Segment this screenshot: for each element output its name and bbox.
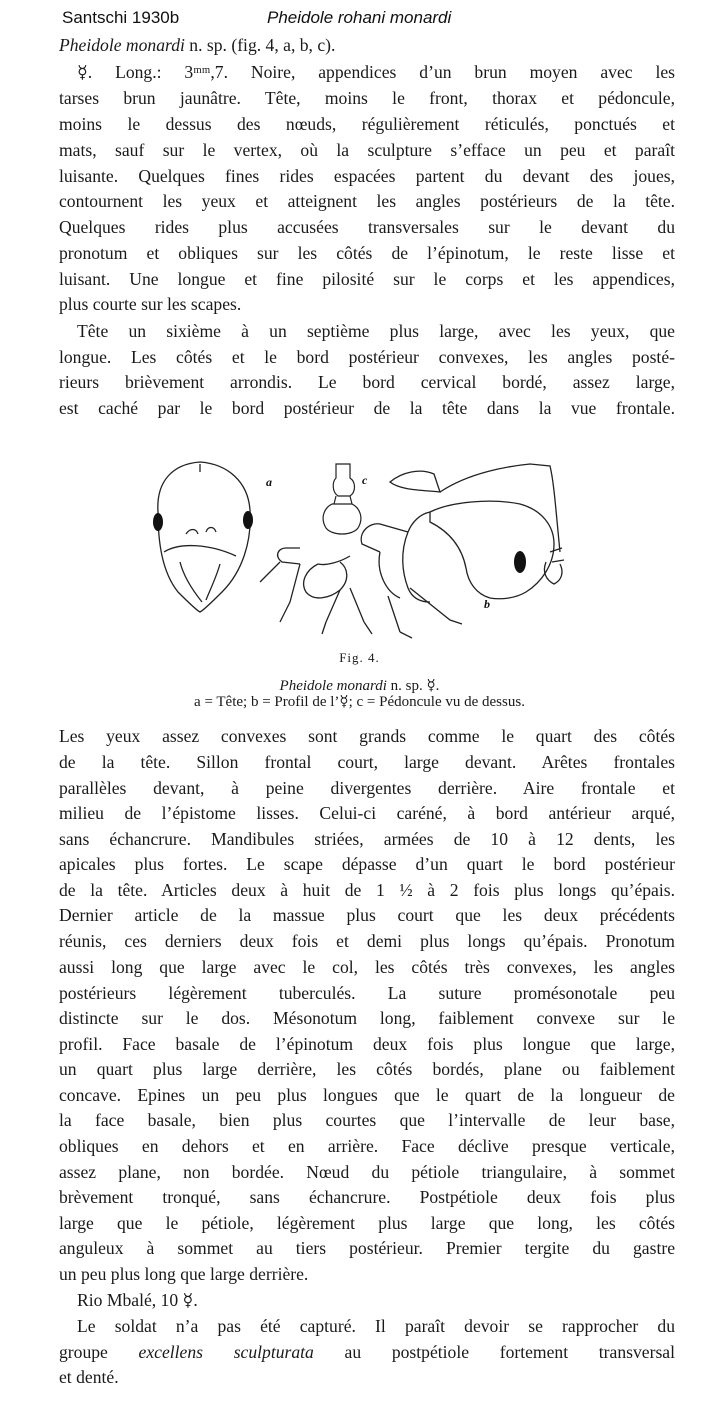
text-line: et denté. bbox=[59, 1367, 119, 1387]
text-line: de la tête. Articles deux à huit de 1 ½ à 2 fois plus longs qu’épais. bbox=[59, 880, 675, 900]
text-line: Dernier article de la massue plus court que les deux précédents bbox=[59, 905, 675, 925]
figure-caption-number: Fig. 4. bbox=[339, 650, 380, 665]
text-line: Quelques rides plus accusées transversales sur le devant du bbox=[59, 217, 675, 237]
text-line: luisant. Une longue et fine pilosité sur le corps et les appendices, bbox=[59, 269, 675, 289]
text-line: distincte sur le dos. Mésonotum long, faiblement convexe sur le bbox=[59, 1008, 675, 1028]
text-fragment: au postpétiole fortement transversal bbox=[313, 1342, 675, 1362]
header-author-year: Santschi 1930b bbox=[62, 8, 180, 27]
species-title-name: Pheidole monardi bbox=[59, 35, 185, 55]
text-line: contournent les yeux et atteignent les angles postérieurs de la tête. bbox=[59, 191, 675, 211]
text-line: ☿. Long.: 3ᵐᵐ,7. Noire, appendices d’un brun moyen avec les bbox=[77, 62, 675, 82]
text-line: rieurs brièvement arrondis. Le bord cervical bordé, assez large, bbox=[59, 372, 675, 392]
figure-label-b: b bbox=[484, 597, 490, 611]
figure-caption-species-name: Pheidole monardi bbox=[279, 678, 387, 694]
figure-caption-species-rest: n. sp. ☿. bbox=[386, 678, 440, 694]
figure-caption-legend: a = Tête; b = Profil de l’☿; c = Pédoncule vu de dessus. bbox=[194, 694, 525, 710]
figure-a-eye-right bbox=[243, 511, 253, 529]
text-line: Les yeux assez convexes sont grands comme le quart des côtés bbox=[59, 726, 675, 746]
text-line: postérieurs légèrement tuberculés. La suture promésonotale peu bbox=[59, 983, 675, 1003]
text-line: mats, sauf sur le vertex, où la sculpture s’efface un peu et paraît bbox=[59, 140, 675, 160]
species-title bbox=[59, 32, 675, 58]
page-header bbox=[62, 8, 662, 30]
text-line: de la tête. Sillon frontal court, large devant. Arêtes frontales bbox=[59, 752, 675, 772]
figure-b-eye bbox=[514, 551, 526, 573]
text-line: pronotum et obliques sur les côtés de l’épinotum, le reste lisse et bbox=[59, 243, 675, 263]
text-line: tarses brun jaunâtre. Tête, moins le front, thorax et pédoncule, bbox=[59, 88, 675, 108]
figure-c-pedicel-dorsal bbox=[323, 464, 361, 534]
figure-b-worker-profile bbox=[260, 464, 564, 638]
figure-label-a: a bbox=[266, 475, 272, 489]
text-line: réunis, ces derniers deux fois et demi plus longs qu’épais. Pronotum bbox=[59, 931, 675, 951]
text-line: la face basale, bien plus courtes que l’intervalle de leur base, bbox=[59, 1110, 675, 1130]
text-fragment: groupe bbox=[59, 1342, 139, 1362]
figure-a-eye-left bbox=[153, 513, 163, 531]
text-line: aussi long que large avec le col, les côtés très convexes, les angles bbox=[59, 957, 675, 977]
header-taxon: Pheidole rohani monardi bbox=[267, 8, 452, 27]
text-line: un quart plus large derrière, les côtés bordés, plane ou faiblement bbox=[59, 1059, 675, 1079]
text-line: sans échancrure. Mandibules striées, armées de 10 à 12 dents, les bbox=[59, 829, 675, 849]
figure-a-head-frontal bbox=[158, 462, 250, 612]
text-line: est caché par le bord postérieur de la tête dans la vue frontale. bbox=[59, 398, 675, 418]
text-line: Tête un sixième à un septième plus large, avec les yeux, que bbox=[77, 321, 675, 341]
locality-line: Rio Mbalé, 10 ☿. bbox=[77, 1290, 198, 1310]
text-line: milieu de l’épistome lisses. Celui-ci caréné, à bord antérieur arqué, bbox=[59, 803, 675, 823]
text-line: moins le dessus des nœuds, régulièrement réticulés, ponctués et bbox=[59, 114, 675, 134]
species-title-rest: n. sp. (fig. 4, a, b, c). bbox=[184, 35, 336, 55]
figure-4-illustration bbox=[150, 452, 590, 648]
text-line: assez plane, non bordée. Nœud du pétiole triangulaire, à sommet bbox=[59, 1162, 675, 1182]
text-line: apicales plus fortes. Le scape dépasse d’un quart le bord postérieur bbox=[59, 854, 675, 874]
species-group-name: excellens sculpturata bbox=[138, 1342, 314, 1362]
text-line: profil. Face basale de l’épinotum deux fois plus longue que large, bbox=[59, 1034, 675, 1054]
text-line: parallèles devant, à peine divergentes derrière. Aire frontale et bbox=[59, 778, 675, 798]
text-line: Le soldat n’a pas été capturé. Il paraît devoir se rapprocher du bbox=[77, 1316, 675, 1336]
text-line: plus courte sur les scapes. bbox=[59, 294, 242, 314]
text-line: brèvement tronqué, sans échancrure. Postpétiole deux fois plus bbox=[59, 1187, 675, 1207]
text-line: large que le pétiole, légèrement plus large que long, les côtés bbox=[59, 1213, 675, 1233]
text-line: un peu plus long que large derrière. bbox=[59, 1264, 309, 1284]
text-line: longue. Les côtés et le bord postérieur convexes, les angles posté- bbox=[59, 347, 675, 367]
text-line: luisante. Quelques fines rides espacées partent du devant des joues, bbox=[59, 166, 675, 186]
text-line: anguleux à sommet au tiers postérieur. Premier tergite du gastre bbox=[59, 1238, 675, 1258]
figure-label-c: c bbox=[362, 473, 368, 487]
text-line: concave. Epines un peu plus longues que le quart de la longueur de bbox=[59, 1085, 675, 1105]
text-line bbox=[59, 1339, 675, 1365]
text-line: obliques en dehors et en arrière. Face déclive presque verticale, bbox=[59, 1136, 675, 1156]
